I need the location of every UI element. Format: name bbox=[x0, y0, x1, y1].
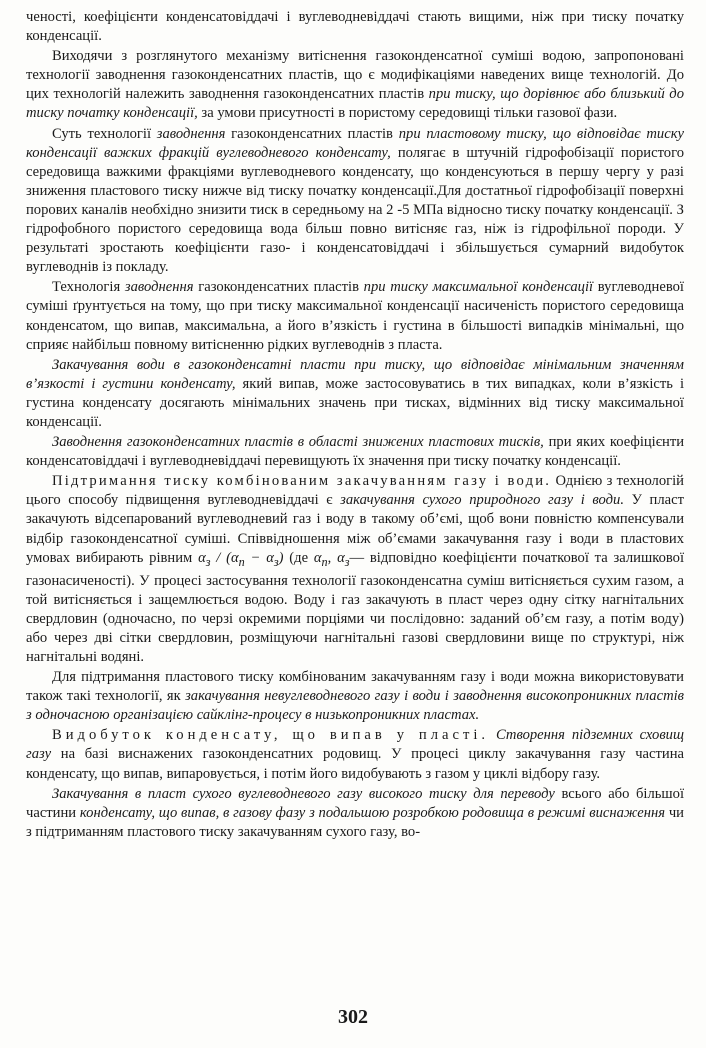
body-text bbox=[26, 8, 684, 842]
paragraph-continuation: ченості, коефіцієнти конденсатовіддачі і вуглеводневіддачі стають вищими, ніж при тиску початку конденсації. bbox=[26, 9, 684, 45]
spaced-heading: Підтримання тиску комбінованим закачуванням газу і води. bbox=[52, 473, 552, 490]
emphasis: при тиску максимальної конденсації bbox=[363, 279, 594, 296]
paragraph-3: Технологія заводнення газоконденсатних пластів при тиску максимальної конденсації вуглеводневої суміші ґрунтується на тому, що при тиску максимальної конденсації насиченість пористого середовища конденсатом, що випав, максимальна, а його в’язкість і густина в більшості випадків мінімальні, що сприяє найбільш повному витісненню рідких вуглеводнів з пласта. bbox=[26, 279, 684, 353]
emphasis: Закачування води в газоконденсатні пласти при тиску, що відповідає мінімальним значенням в’язкості і густини конденсату, bbox=[26, 356, 684, 392]
emphasis: при пластовому тиску, що відповідає тиску конденсації важких фракцій вуглеводневого конденсату, bbox=[26, 125, 684, 161]
formula: $\alpha_з / (\alpha_п - \alpha_з)$ bbox=[198, 549, 284, 569]
spaced-heading: Видобуток конденсату, що випав у пласті. bbox=[52, 727, 490, 744]
emphasis: закачування сухого природного газу і води. bbox=[340, 492, 624, 509]
paragraph-6: Підтримання тиску комбінованим закачуванням газу і води. Однією з технологій цього способу підвищення вуглеводневіддачі є закачування сухого природного газу і води. У пласт закачують відсепарований вуглеводневий газ і воду в такому об’ємі, щоб вони повністю компенсували відбір газоконденсатної суміші. Співвідношення між об’ємами закачування газу і води в пластових умовах вибирають рівним $\alpha_з / (\alpha_п - \alpha_з)$ (де $\alpha_п$, $\alpha_з—$ відповідно коефіцієнти початкової та залишкової газонасиченості). У процесі застосування технології газоконденсатна суміш витісняється сухим газом, а той витісняється і защемлюється водою. Воду і газ закачують в пласт через одну сітку нагнітальних свердловин (одночасно, по черзі окремими порціями чи послідовно: заданий об’єм газу, а потім воду) або через дві сітки свердловин, розміщуючи нагнітальні газові свердловини вище по структурі, ніж нагнітальні водяні. bbox=[26, 473, 685, 665]
formula: $\alpha_з$ bbox=[337, 549, 350, 569]
emphasis: заводнення bbox=[156, 125, 226, 142]
paragraph-9: Закачування в пласт сухого вуглеводневого газу високого тиску для переводу всього або більшої частини конденсату, що випав, в газову фазу з подальшою розробкою родовища в режимі виснаження чи з підтриманням пластового тиску закачуванням сухого газу, во- bbox=[26, 785, 685, 840]
emphasis: конденсату, що випав, в газову фазу з подальшою розробкою родовища в режимі виснаження bbox=[79, 804, 666, 821]
emphasis: Заводнення газоконденсатних пластів в області знижених пластових тисків, bbox=[52, 434, 544, 451]
emphasis: Закачування в пласт сухого вуглеводневого газу високого тиску для переводу bbox=[52, 785, 555, 802]
paragraph-2: Суть технології заводнення газоконденсатних пластів при пластовому тиску, що відповідає тиску конденсації важких фракцій вуглеводневого конденсату, полягає в штучній гідрофобізації пористого середовища важкими фракціями вуглеводневого конденсату, що конденсуються в першу чергу у разі зниження пластового тиску нижче від тиску початку конденсації.Для достатньої гідрофобізації поверхні порових каналів необхідно знизити тиск в середньому на 2 -5 МПа відносно тиску початку конденсації. З гідрофобного пористого середовища вода більш повно витісняє газ, ніж із гідрофільної породи. У результаті зростають коефіцієнти газо- і конденсатовіддачі і збільшується сумарний видобуток вуглеводнів із покладу. bbox=[26, 125, 684, 276]
paragraph-8: Видобуток конденсату, що випав у пласті. Створення підземних сховищ газу на базі виснажених газоконденсатних родовищ. У процесі циклу закачування газу частина конденсату, що випав, випаровується, і потім його видобувають з газом у циклі відбору газу. bbox=[26, 727, 684, 782]
formula: $\alpha_п$ bbox=[313, 549, 328, 569]
emphasis: закачування невуглеводневого газу і води і заводнення високопроникних пластів з одночасною організацією сайклінг-процесу в низькопроникних пластах. bbox=[26, 688, 684, 724]
paragraph-4: Закачування води в газоконденсатні пласти при тиску, що відповідає мінімальним значенням в’язкості і густини конденсату, який випав, може застосовуватись в тих випадках, коли в’язкість і густина конденсату досягають мінімальних значень при тисках, відмінних від тиску максимальної конденсації. bbox=[26, 356, 684, 430]
page-number: 302 bbox=[338, 1006, 368, 1028]
paragraph-1: Виходячи з розглянутого механізму витіснення газоконденсатної суміші водою, запропоновані технології заводнення газоконденсатних пластів, що є модифікаціями наведених вище технологій. До цих технологій належить заводнення газоконденсатних пластів при тиску, що дорівнює або близький до тиску початку конденсації, за умови присутності в пористому середовищі тільки газової фази. bbox=[26, 48, 684, 122]
paragraph-5: Заводнення газоконденсатних пластів в області знижених пластових тисків, при яких коефіцієнти конденсатовіддачі і вуглеводневіддачі перевищують їх значення при тиску початку конденсації. bbox=[26, 434, 685, 470]
emphasis: при тиску, що дорівнює або близький до тиску початку конденсації, bbox=[26, 86, 684, 122]
emphasis: Створення підземних сховищ газу bbox=[26, 727, 684, 763]
emphasis: заводнення bbox=[124, 279, 194, 296]
paragraph-7: Для підтримання пластового тиску комбінованим закачуванням газу і води можна використовувати також такі технології, як закачування невуглеводневого газу і води і заводнення високопроникних пластів з одночасною організацією сайклінг-процесу в низькопроникних пластах. bbox=[26, 669, 684, 724]
